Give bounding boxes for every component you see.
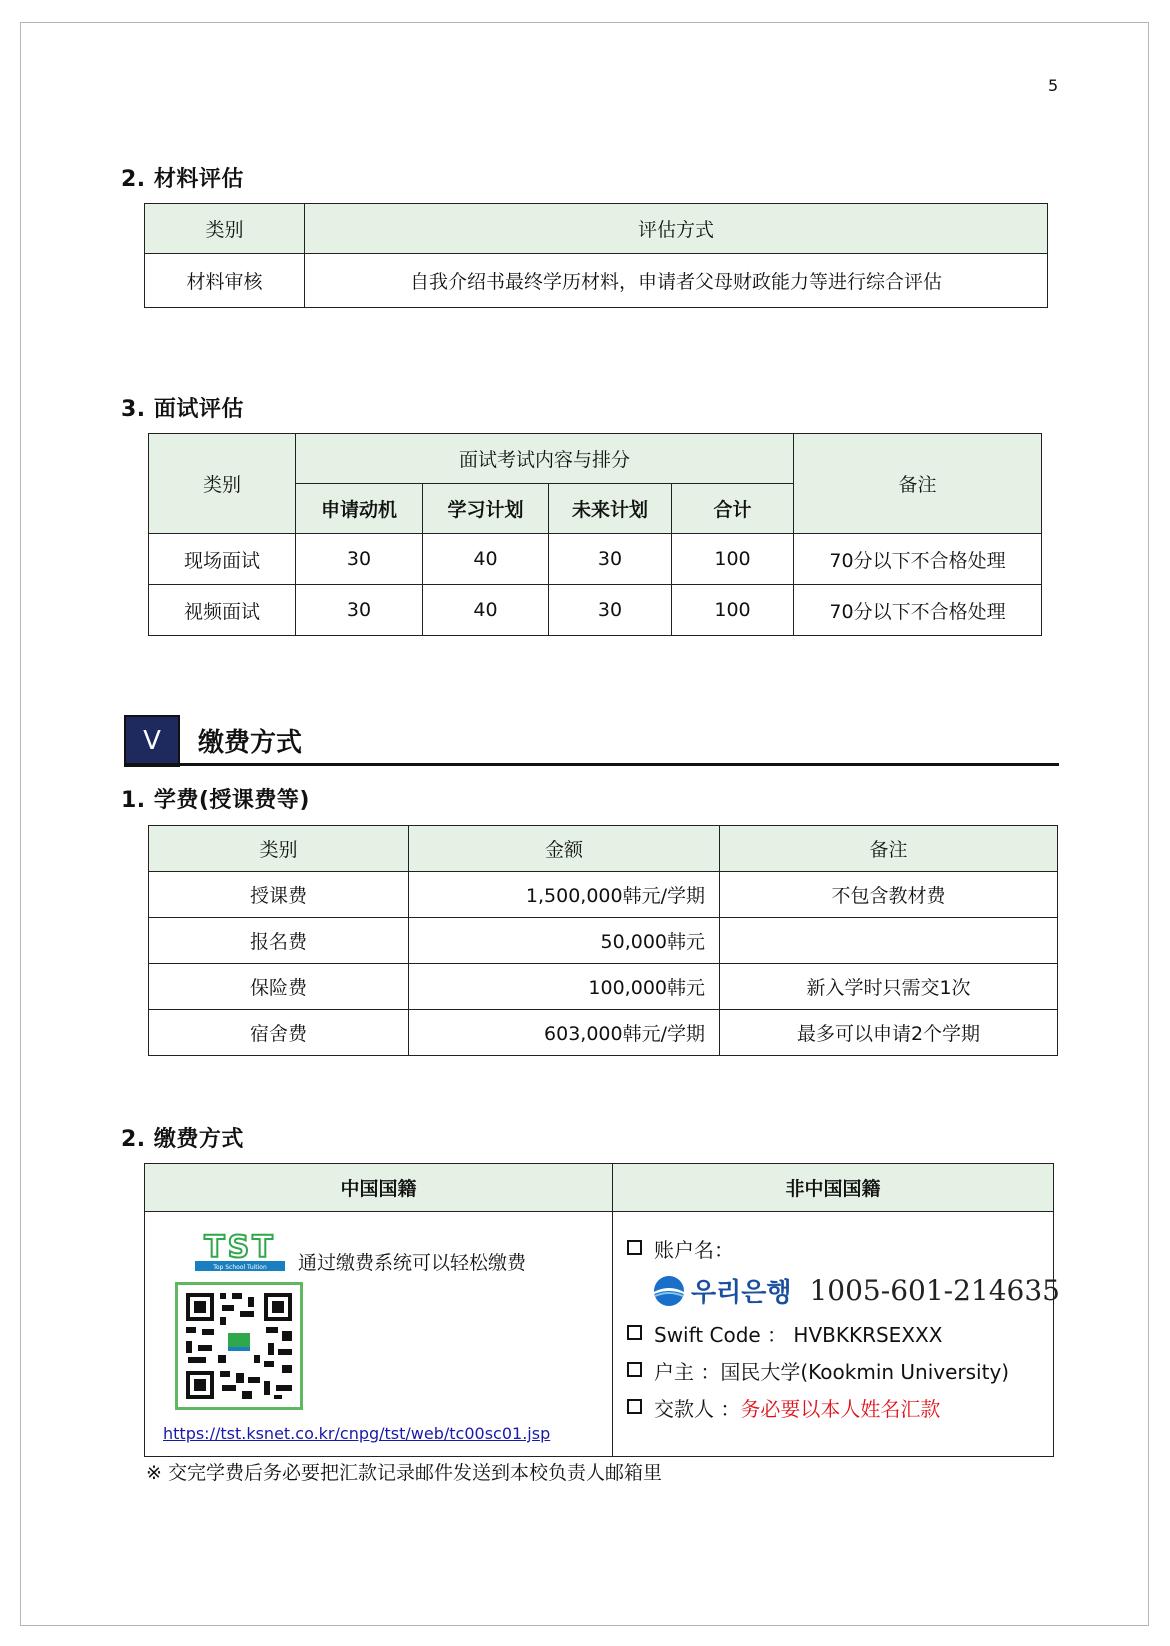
table-row xyxy=(149,1010,1058,1056)
swift-code: Swift Code ： HVBKKRSEXXX xyxy=(654,1323,943,1347)
table-row xyxy=(149,585,1042,636)
table-subheader: 合计 xyxy=(672,484,794,534)
table-subheader: 未来计划 xyxy=(549,484,672,534)
domestic-payment-cell xyxy=(145,1212,613,1457)
page-number: 5 xyxy=(1048,76,1059,95)
tuition-table xyxy=(148,825,1058,1056)
checkbox-icon xyxy=(627,1240,642,1255)
payer-note: 务必要以本人姓名汇款 xyxy=(740,1397,941,1421)
table-cell: 30 xyxy=(549,534,672,585)
table-header: 备注 xyxy=(720,826,1058,872)
holder-item xyxy=(627,1356,1009,1385)
table-cell: 新入学时只需交1次 xyxy=(720,964,1058,1010)
payer-item xyxy=(627,1393,940,1422)
account-name-item xyxy=(627,1234,734,1263)
table-subheader: 学习计划 xyxy=(423,484,549,534)
table-cell: 40 xyxy=(423,534,549,585)
payment-table xyxy=(144,1163,1060,1457)
swift-item xyxy=(627,1319,942,1348)
tuition-heading: 1. 学费(授课费等) xyxy=(121,788,310,813)
table-cell: 70分以下不合格处理 xyxy=(794,585,1042,636)
woori-bank-logo-icon xyxy=(653,1275,685,1307)
table-cell: 自我介绍书最终学历材料，申请者父母财政能力等进行综合评估 xyxy=(305,254,1048,308)
table-header: 备注 xyxy=(794,434,1042,534)
table-cell: 宿舍费 xyxy=(149,1010,409,1056)
tst-logo xyxy=(195,1228,285,1272)
table-cell: 30 xyxy=(549,585,672,636)
table-cell: 视频面试 xyxy=(149,585,296,636)
table-header: 类别 xyxy=(149,826,409,872)
table-cell: 材料审核 xyxy=(145,254,305,308)
checkbox-icon xyxy=(627,1325,642,1340)
payment-link[interactable]: https://tst.ksnet.co.kr/cnpg/tst/web/tc00sc01.jsp xyxy=(163,1424,551,1443)
table-cell: 100 xyxy=(672,585,794,636)
table-header: 面试考试内容与排分 xyxy=(296,434,794,484)
checkbox-icon xyxy=(627,1362,642,1377)
table-cell: 70分以下不合格处理 xyxy=(794,534,1042,585)
table-cell: 50,000韩元 xyxy=(409,918,720,964)
material-eval-heading: 2. 材料评估 xyxy=(121,167,244,192)
section-title: 缴费方式 xyxy=(198,728,303,758)
table-cell: 100 xyxy=(672,534,794,585)
interview-eval-table xyxy=(148,433,1042,636)
table-cell: 30 xyxy=(296,534,423,585)
table-header: 类别 xyxy=(145,204,305,254)
table-row xyxy=(149,872,1058,918)
table-header: 非中国国籍 xyxy=(613,1164,1054,1212)
table-cell xyxy=(720,918,1058,964)
account-label: 账户名： xyxy=(654,1238,734,1262)
table-cell: 最多可以申请2个学期 xyxy=(720,1010,1058,1056)
table-cell: 40 xyxy=(423,585,549,636)
table-cell: 30 xyxy=(296,585,423,636)
table-cell: 保险费 xyxy=(149,964,409,1010)
table-header: 金额 xyxy=(409,826,720,872)
account-number: 1005-601-214635 xyxy=(809,1274,1060,1307)
foreign-payment-cell xyxy=(613,1212,1060,1457)
material-eval-table xyxy=(144,203,1048,308)
table-subheader: 申请动机 xyxy=(296,484,423,534)
interview-eval-heading: 3. 面试评估 xyxy=(121,397,244,422)
payment-heading: 2. 缴费方式 xyxy=(121,1127,244,1152)
payment-system-desc: 通过缴费系统可以轻松缴费 xyxy=(298,1252,527,1274)
table-header: 评估方式 xyxy=(305,204,1048,254)
section-rule xyxy=(124,763,1059,766)
bank-name: 우리은행 xyxy=(691,1278,792,1308)
table-cell: 1,500,000韩元/学期 xyxy=(409,872,720,918)
table-header: 类别 xyxy=(149,434,296,534)
checkbox-icon xyxy=(627,1399,642,1414)
table-cell: 授课费 xyxy=(149,872,409,918)
bank-account xyxy=(653,1272,1060,1309)
tst-logo-sub: Top School Tuition xyxy=(213,1264,267,1271)
qr-code-icon xyxy=(175,1282,303,1410)
tst-logo-text: TST xyxy=(204,1230,276,1265)
table-cell: 100,000韩元 xyxy=(409,964,720,1010)
table-row xyxy=(149,918,1058,964)
table-header: 中国国籍 xyxy=(145,1164,613,1212)
footnote: ※ 交完学费后务必要把汇款记录邮件发送到本校负责人邮箱里 xyxy=(146,1462,662,1484)
table-row xyxy=(149,534,1042,585)
table-cell: 603,000韩元/学期 xyxy=(409,1010,720,1056)
table-cell: 报名费 xyxy=(149,918,409,964)
table-row xyxy=(149,964,1058,1010)
payer-label: 交款人 ： xyxy=(654,1397,741,1421)
account-holder: 户主 ：国民大学(Kookmin University) xyxy=(654,1360,1010,1384)
table-cell: 不包含教材费 xyxy=(720,872,1058,918)
section-badge: V xyxy=(124,715,180,767)
table-cell: 现场面试 xyxy=(149,534,296,585)
